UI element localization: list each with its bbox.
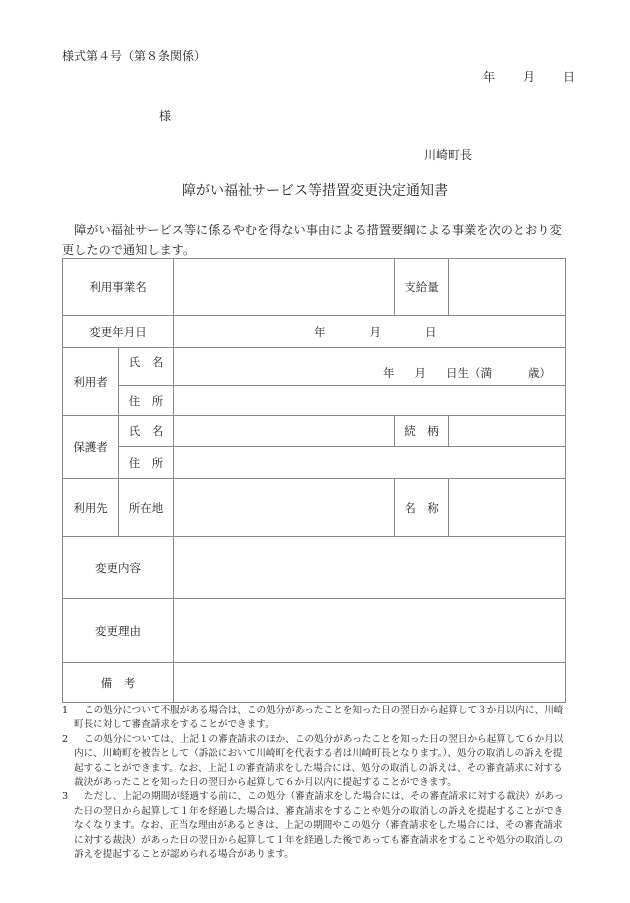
note-text: ただし、上記の期間が経過する前に、この処分（審査請求をした場合には、その審査請求に対する裁決）があった日の翌日から起算して１年を経過した場合は、審査請求をすることや処分の取消しの訴えを提起することができなくなります。なお、正当な理由があるときは、上記の期間やこの処分（審査請求をした場合には、その審査請求に対する裁決）があった日の翌日から起算して１年を経過した後であっても審査請求をすることや処分の取消しの訴えを提起することが認められる場合があります。 (74, 791, 564, 861)
issuer: 川崎町長 (424, 148, 473, 162)
change-reason-field[interactable] (174, 599, 566, 663)
intro-paragraph: 障がい福祉サービス等に係るやむを得ない事由による措置要綱による事業を次のとおり変更したので通知します。 (62, 223, 562, 257)
notes (62, 704, 572, 862)
row-guardian-address (63, 447, 566, 479)
row-change-content (63, 537, 566, 599)
change-content-label: 変更内容 (63, 537, 174, 599)
document-title: 障がい福祉サービス等措置変更決定通知書 (182, 183, 448, 199)
guardian-name-label: 氏 名 (119, 416, 174, 447)
service-name-label: 利用事業名 (63, 259, 174, 316)
change-content-field[interactable] (174, 537, 566, 599)
relationship-label: 続 柄 (395, 416, 449, 447)
remarks-field[interactable] (174, 663, 566, 703)
note-item (62, 704, 572, 733)
form-number: 様式第４号（第８条関係） (62, 49, 207, 63)
service-name-field[interactable] (174, 259, 395, 316)
change-date-label: 変更年月日 (63, 316, 174, 348)
relationship-field[interactable] (449, 416, 566, 447)
row-user-name (63, 348, 566, 386)
guardian-address-field[interactable] (174, 447, 566, 479)
note-number: 3 (62, 791, 69, 803)
row-service-name (63, 259, 566, 316)
change-reason-label: 変更理由 (63, 599, 174, 663)
facility-name-field[interactable] (449, 479, 566, 537)
row-guardian-name (63, 416, 566, 447)
issue-date-year: 年 (483, 70, 496, 84)
change-date-field[interactable] (174, 316, 566, 348)
supply-amount-field[interactable] (449, 259, 566, 316)
user-birth-month: 月 (414, 366, 426, 380)
user-address-label: 住 所 (119, 386, 174, 416)
user-address-field[interactable] (174, 386, 566, 416)
change-date-day: 日 (425, 324, 437, 339)
guardian-label: 保護者 (63, 416, 119, 479)
addressee-suffix: 様 (159, 109, 172, 123)
change-date-year: 年 (314, 324, 326, 339)
row-user-address (63, 386, 566, 416)
row-remarks (63, 663, 566, 703)
user-birth-year: 年 (383, 366, 395, 380)
location-field[interactable] (174, 479, 395, 537)
user-name-label: 氏 名 (119, 348, 174, 386)
note-number: 1 (62, 705, 69, 716)
issue-date-month: 月 (523, 70, 536, 84)
user-label: 利用者 (63, 348, 119, 416)
row-destination (63, 479, 566, 537)
note-number: 2 (62, 733, 69, 745)
change-date-month: 月 (369, 324, 381, 339)
user-birth-suffix: 日生（満 (446, 366, 492, 380)
notice-form-table (62, 258, 566, 703)
note-item (62, 733, 572, 791)
supply-amount-label: 支給量 (395, 259, 449, 316)
location-label: 所在地 (119, 479, 174, 537)
row-change-reason (63, 599, 566, 663)
remarks-label: 備 考 (63, 663, 174, 703)
destination-label: 利用先 (63, 479, 119, 537)
note-text: この処分について不服がある場合は、この処分があったことを知った日の翌日から起算して３か月以内に、川崎町長に対して審査請求をすることができます。 (74, 705, 564, 731)
guardian-name-field[interactable] (174, 416, 395, 447)
facility-name-label: 名 称 (395, 479, 449, 537)
guardian-address-label: 住 所 (119, 447, 174, 479)
note-item (62, 790, 572, 862)
note-text: この処分については、上記１の審査請求のほか、この処分があったことを知った日の翌日から起算して６か月以内に、川崎町を被告として（訴訟において川崎町を代表する者は川崎町長となります。）、処分の取消しの訴えを提起することができます。なお、上記１の審査請求をした場合には、処分の取消しの訴えは、その審査請求に対する裁決があったことを知った日の翌日から起算して６か月以内に提起することができます。 (74, 733, 564, 789)
user-age-suffix: 歳） (528, 366, 551, 380)
row-change-date (63, 316, 566, 348)
issue-date (483, 68, 575, 85)
user-name-field[interactable] (174, 348, 566, 386)
issue-date-day: 日 (563, 70, 576, 84)
